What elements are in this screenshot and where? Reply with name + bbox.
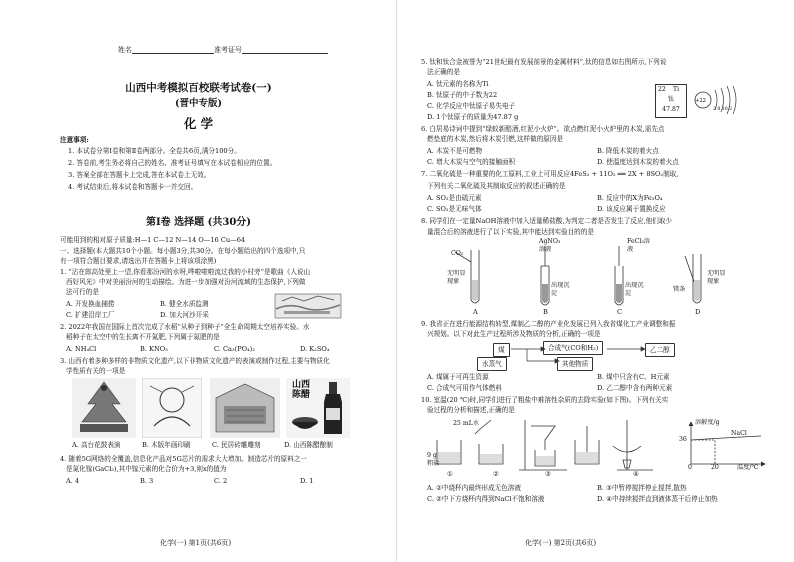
q6-option-b[interactable]: B. 降低木炭的着火点 (597, 147, 659, 155)
solubility-y-label: 溶解度/g (695, 419, 720, 426)
q10-step-4: ④ (633, 470, 639, 478)
q5-option-a[interactable]: A. 钛元素的名称为Ti (427, 80, 489, 88)
q8-reagent-d: 镁条 (673, 286, 686, 293)
q10-step-1: ① (447, 470, 453, 478)
q8-reagent-c: FeCl₃溶液 (627, 238, 650, 253)
q1-stem: 1. “沾在郎高处里上一望,你看那汾河的水呀,哗啦啦啦流过我的小村旁”是歌曲《人说山 (60, 268, 311, 276)
q8-observation-a: 无明显现象 (447, 270, 466, 285)
q10-stem: 验过程的分析和描述,正确的是 (427, 406, 515, 414)
q3-stem: 学性质有关的一项是 (66, 367, 126, 375)
paper-subtitle: (晋中专版) (175, 98, 222, 109)
page-footer: 化学(一) 第1页(共6页) (160, 539, 232, 547)
q1-option-c[interactable]: C. 扩建沿岸工厂 (66, 311, 115, 319)
vinegar-bowl-icon (290, 414, 320, 434)
q4-option-c[interactable]: C. 2 (214, 477, 228, 485)
q8-observation-d: 无明显现象 (707, 270, 726, 285)
q3-option-c[interactable]: C. 民居砖雕雕刻 (212, 441, 261, 449)
q6-stem: 燃垫底的木炭,然后将木炭引燃,这样做的原因是 (427, 135, 564, 143)
ti-nucleus-charge: +22 (695, 98, 706, 104)
vinegar-tag: 山西陈醋 (292, 380, 311, 400)
q5-option-b[interactable]: B. 钛原子的中子数为22 (427, 91, 498, 99)
q5-option-c[interactable]: C. 化学反应中钛原子易失电子 (427, 102, 516, 110)
exam-no-label: 准考证号 (214, 46, 242, 54)
q4-option-a[interactable]: A. 4 (66, 477, 80, 485)
river-illustration (274, 293, 342, 319)
q1-option-b[interactable]: B. 健全水质监测 (160, 300, 209, 308)
q7-stem: 下列有关二氧化硫及其制取反应的叙述正确的是 (427, 182, 566, 190)
solubility-x-20: 20 (711, 464, 719, 471)
q10-salt-label: 9 g粗盐 (427, 452, 440, 467)
flow-coal: 煤 (493, 343, 510, 357)
q2-option-a[interactable]: A. NH₄Cl (66, 345, 97, 353)
notice-item: 3. 答案全部在答题卡上完成,答在本试卷上无效。 (68, 171, 211, 179)
solubility-x-0: 0 (688, 464, 692, 471)
q2-stem: 稻种子在太空中的生长离不开氮肥,下列属于氮肥的是 (66, 333, 220, 341)
q6-option-c[interactable]: C. 增大木炭与空气的接触面积 (427, 158, 516, 166)
q5-option-d[interactable]: D. 1个钛原子的质量为47.87 g (427, 113, 519, 121)
q10-step-3: ③ (545, 470, 551, 478)
q5-stem: 法正确的是 (427, 68, 460, 76)
q6-stem: 6. 白居易诗词中提到“绿蚁新醅酒,红泥小火炉”。欲点燃红泥小火炉里的木炭,需先点 (421, 125, 665, 133)
q1-option-a[interactable]: A. 开发换血捕捞 (66, 300, 115, 308)
q10-option-d[interactable]: D. ④中持续搅拌直到液体蒸干后停止加热 (597, 495, 718, 503)
q10-step-2: ② (493, 470, 499, 478)
q3-stem: 3. 山西有着多种多样的非物质文化遗产,以下非物质文化遗产的表演或制作过程,主要与物质化 (60, 357, 330, 365)
q10-option-a[interactable]: A. ②中烧杯内最终形成无色溶液 (427, 484, 521, 492)
q2-option-d[interactable]: D. K₂SO₄ (300, 345, 330, 353)
q8-reagent-a: CO₂ (451, 250, 464, 257)
flow-syngas: 合成气(CO和H₂) (543, 341, 603, 355)
q8-stem: 8. 同学们在一定量NaOH溶液中加入适量稀盐酸,为判定二者是否发生了反应,他们取少 (421, 217, 673, 225)
q7-option-b[interactable]: B. 反应中的X为Fe₃O₄ (597, 194, 663, 202)
choice-intro: 一、选择题(本大题共10个小题。每小题3分,共30分。在每小题给出的四个选项中,只 (60, 247, 306, 255)
q9-option-a[interactable]: A. 煤属于可再生资源 (427, 373, 489, 381)
notice-item: 1. 本试卷分第Ⅰ卷和第Ⅱ卷两部分。全卷共6页,满分100分。 (68, 147, 241, 155)
q10-stem: 10. 室温(20 ℃)时,同学们进行了粗盐中难溶性杂质的去除实验(如下图)。下列有关实 (421, 396, 669, 404)
section-title: 第Ⅰ卷 选择题 (共30分) (145, 217, 252, 228)
q3-option-d[interactable]: D. 山西陈醋酿制 (284, 441, 333, 449)
q9-option-b[interactable]: B. 煤中只含有C、H元素 (597, 373, 670, 381)
q10-water-label: 25 mL水 (453, 420, 480, 427)
flow-steam: 水蒸气 (477, 357, 507, 371)
paper-title: 山西中考模拟百校联考试卷(一) (125, 82, 272, 94)
notice-item: 2. 答卷前,考生务必将自己的姓名、准考证号填写在本试卷相应的位置。 (68, 159, 277, 167)
q3-image-b (142, 378, 202, 438)
ti-atomic-number: 22 (658, 86, 666, 93)
q9-stem: 9. 我省正在进行能源结构转型,煤制乙二醇的产业化发展已列入我省煤化工产业调整和振 (421, 320, 676, 328)
q8-observation-b: 出现沉淀 (551, 282, 570, 297)
q8-label-d[interactable]: D (695, 308, 701, 316)
name-field (118, 46, 328, 54)
q4-option-b[interactable]: B. 3 (140, 477, 154, 485)
flow-glycol: 乙二醇 (645, 343, 675, 357)
q4-stem: 是氮化镓(GaCl₃),其中镓元素的化合价为+3,则x的值为 (66, 465, 227, 473)
name-underline (132, 47, 214, 54)
q8-stem: 量混合后的溶液进行了以下实验,其中能达到实验目的的是 (427, 228, 594, 236)
solubility-y-36: 36 (679, 436, 687, 443)
q8-label-a[interactable]: A (473, 308, 478, 316)
flow-arrows (507, 345, 657, 367)
ti-element-card (655, 84, 687, 118)
q7-option-a[interactable]: A. SO₂是由硫元素 (427, 194, 482, 202)
q6-option-a[interactable]: A. 木炭不是可燃物 (427, 147, 483, 155)
flow-other: 其他物质 (557, 357, 593, 371)
q9-option-d[interactable]: D. 乙二醇中含有两种元素 (597, 384, 673, 392)
right-page (397, 0, 794, 562)
q7-option-c[interactable]: C. SO₂是无味气体 (427, 205, 482, 213)
q4-stem: 4. 随着5G网络的全覆盖,信息化产品对5G芯片的需求大大增加。制造芯片的原料之一 (60, 455, 308, 463)
q8-label-b[interactable]: B (543, 308, 548, 316)
exam-no-underline (242, 47, 328, 54)
q9-stem: 兴规划。以下对此生产过程所涉及物质的分析,正确的一项是 (427, 330, 601, 338)
q3-image-a (72, 378, 136, 438)
page-footer: 化学(一) 第2页(共6页) (525, 539, 597, 547)
q1-stem: 西好风光》中对美丽汾河的生动描绘。为进一步加强对汾河流域的生态保护,下列做 (66, 278, 306, 286)
q2-option-c[interactable]: C. Ca₃(PO₄)₂ (214, 345, 255, 353)
q8-reagent-b: AgNO₃溶液 (539, 238, 561, 253)
q10-option-b[interactable]: B. ③中暂停搅拌停止搅拌,散热 (597, 484, 687, 492)
ti-symbol: Ti (673, 86, 680, 93)
solubility-x-label: 温度/℃ (737, 464, 759, 471)
q2-option-b[interactable]: B. KNO₃ (140, 345, 168, 353)
q6-option-d[interactable]: D. 使温度达到木炭的着火点 (597, 158, 679, 166)
vinegar-bottle-icon (320, 380, 346, 436)
q8-observation-c: 出现沉淀 (625, 282, 644, 297)
q3-option-b[interactable]: B. 木版年画印刷 (142, 441, 191, 449)
q7-option-d[interactable]: D. 该反应属于置换反应 (597, 205, 666, 213)
ti-shells: 2 8 10 2 (713, 107, 732, 112)
solubility-series-label: NaCl (731, 430, 747, 437)
q10-option-c[interactable]: C. ②中下方烧杯内得到NaCl不饱和溶液 (427, 495, 545, 503)
subject-title: 化 学 (183, 116, 214, 131)
q3-image-c (210, 378, 280, 438)
name-label: 姓名 (118, 46, 132, 54)
notice-item: 4. 考试结束后,将本试卷和答题卡一并交回。 (68, 183, 198, 191)
atomic-masses: 可能用到的相对原子质量:H—1 C—12 N—14 O—16 Cu—64 (60, 236, 246, 244)
q5-stem: 5. 钛和钛合金被誉为“21世纪最有发展前景的金属材料”,钛的信息如右图所示,下列说 (421, 58, 667, 66)
q1-option-d[interactable]: D. 加大河沙开采 (160, 311, 209, 319)
q9-option-c[interactable]: C. 合成气可用作气体燃料 (427, 384, 502, 392)
choice-intro: 有一项符合题目要求,请选出并在答题卡上将该项涂黑) (60, 257, 217, 265)
notice-title: 注意事项: (60, 136, 89, 144)
q7-stem: 7. 二氧化硫是一种重要的化工原料,工业上可用反应4FeS₂ + 11O₂ ══ 2X + 8SO₂制取, (421, 170, 679, 178)
q8-label-c[interactable]: C (617, 308, 623, 316)
q2-stem: 2. 2022年我国在国际上首次完成了水稻“从种子到种子”全生命周期太空培养实验。水 (60, 323, 310, 331)
q1-stem: 法可行的是 (66, 288, 99, 296)
q4-option-d[interactable]: D. 1 (300, 477, 314, 485)
ti-mass: 47.87 (662, 106, 680, 113)
q3-image-d (286, 378, 350, 438)
q3-option-a[interactable]: A. 高台花鼓表演 (72, 441, 121, 449)
ti-name: 钛 (667, 96, 675, 103)
